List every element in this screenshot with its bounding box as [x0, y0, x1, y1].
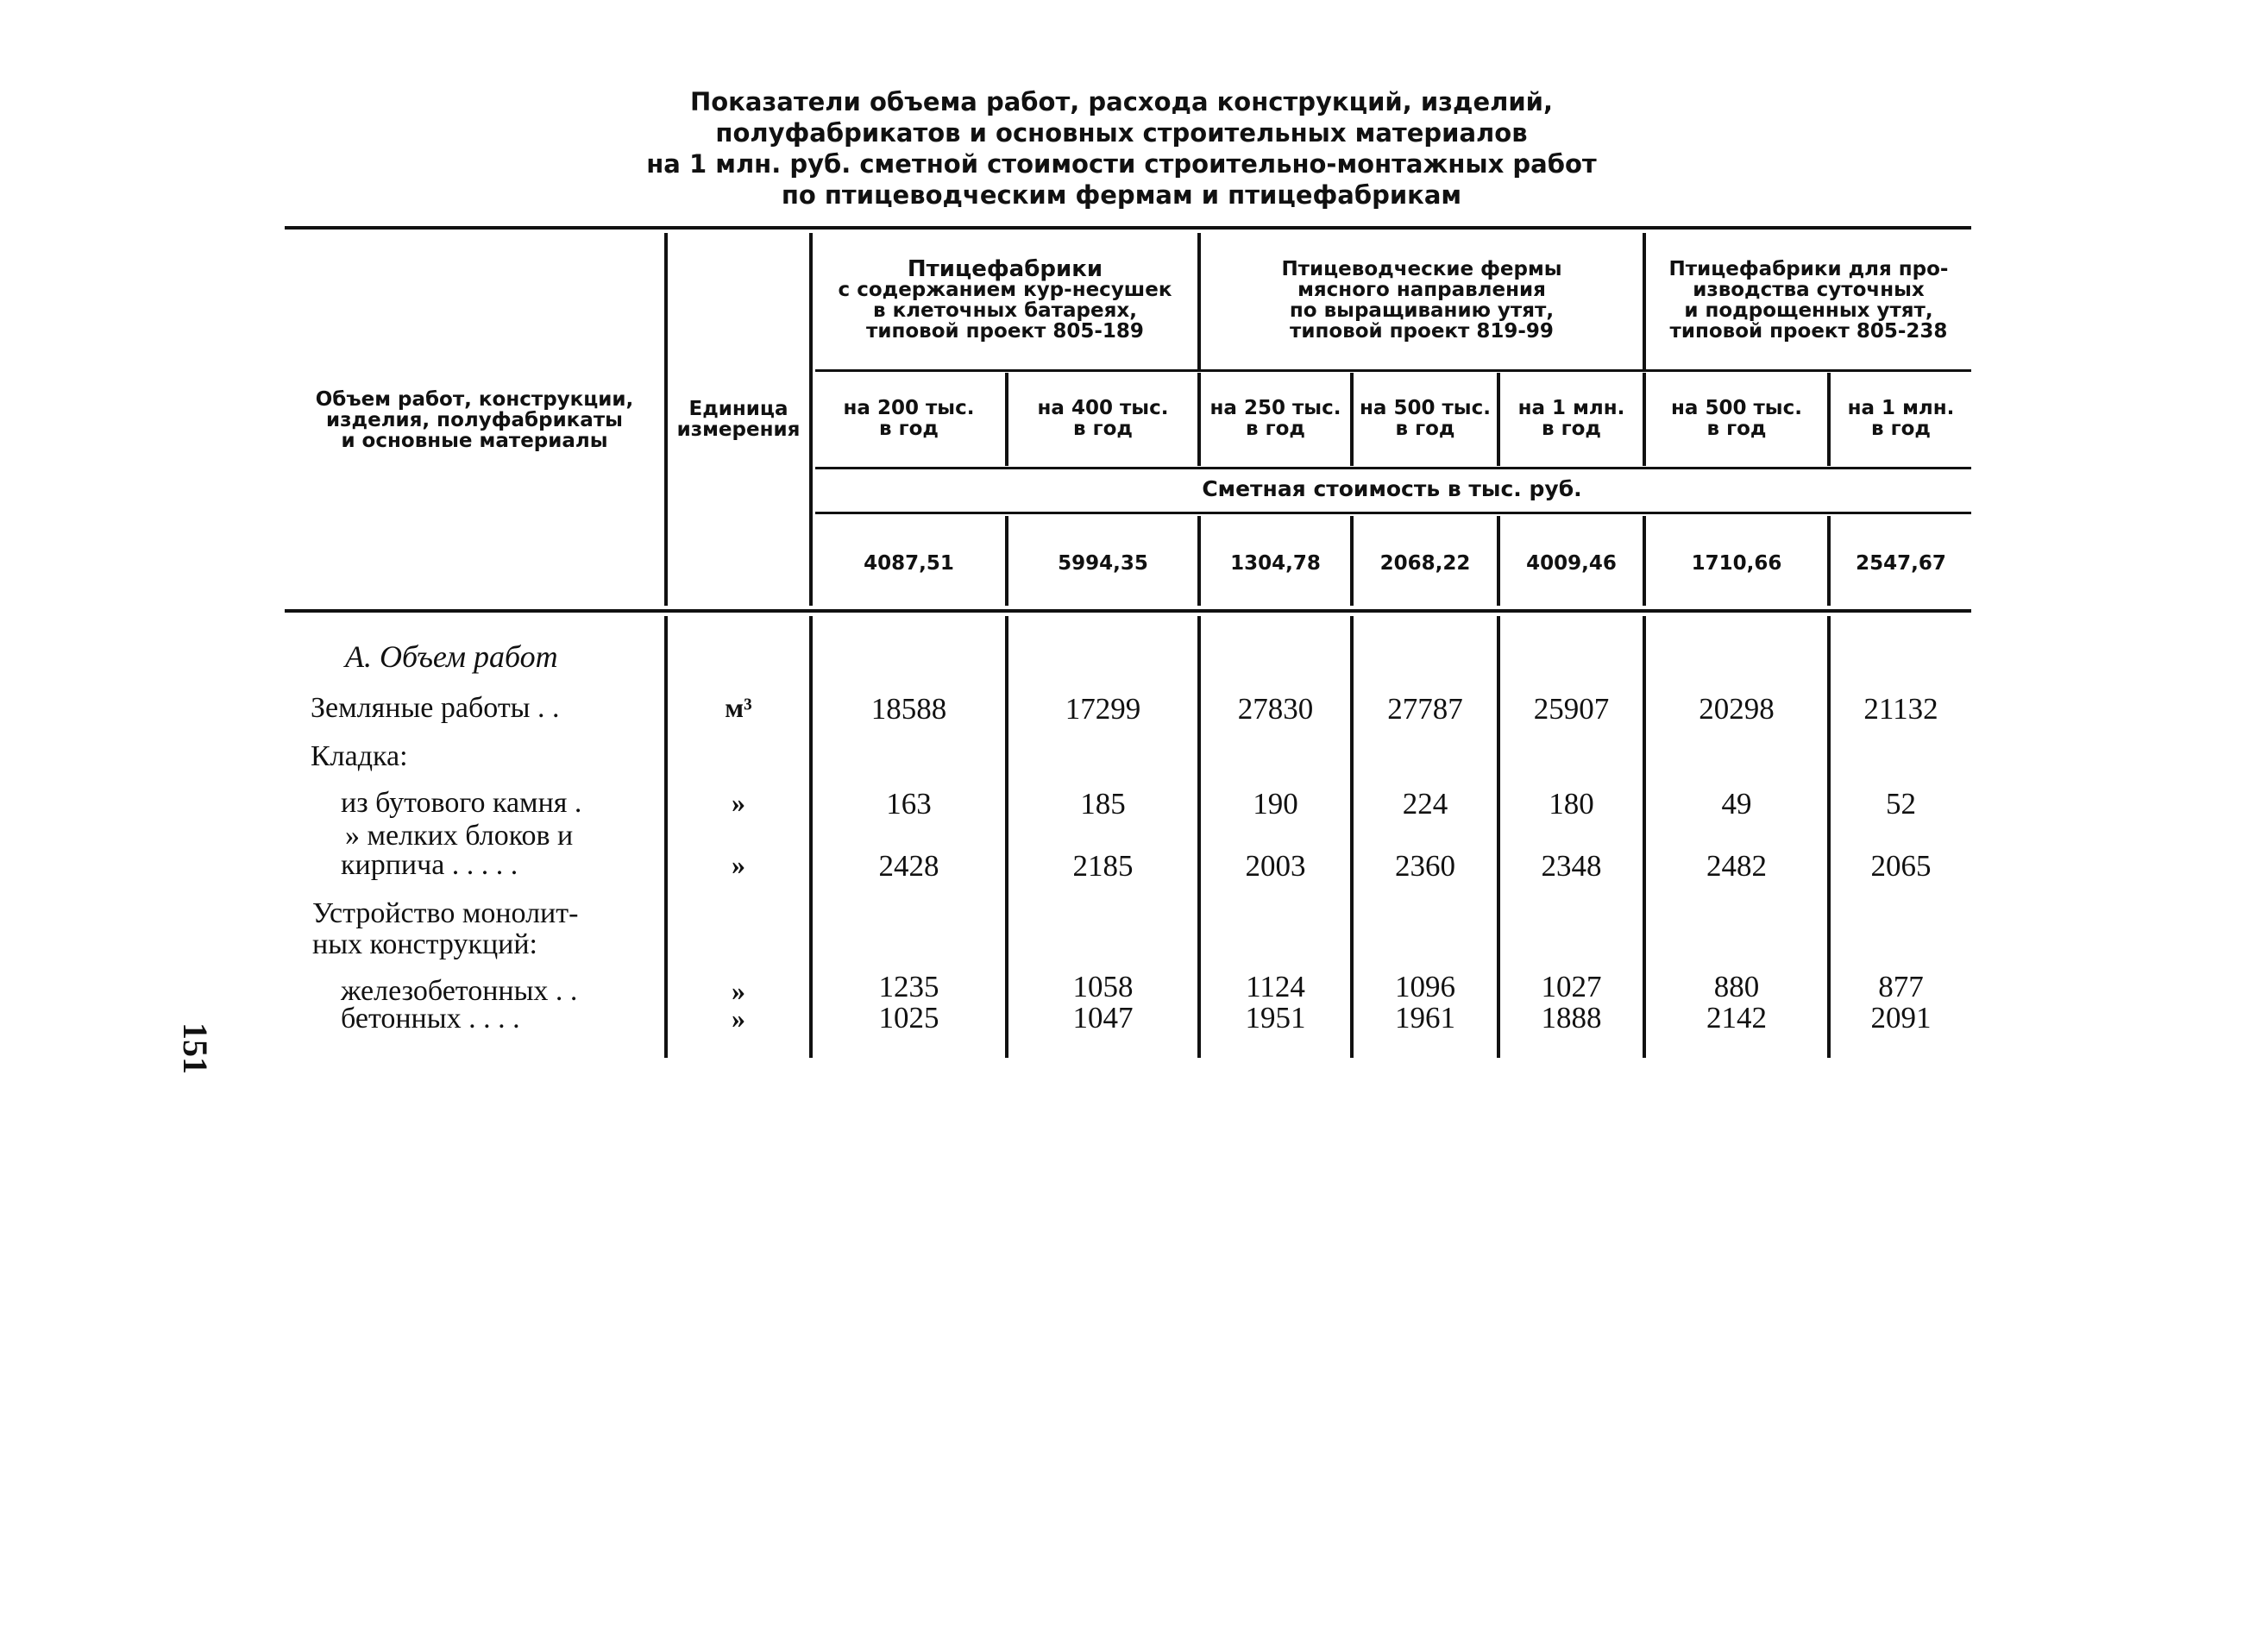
group-header-line: мясного направления: [1297, 279, 1546, 301]
value-cell: 880: [1713, 970, 1760, 1003]
cost-value: 1304,78: [1230, 552, 1321, 575]
value-cell: 2360: [1395, 849, 1455, 883]
row-label: » мелких блоков и: [345, 820, 574, 852]
value-cell: 1027: [1541, 970, 1602, 1003]
subcol-header: [1831, 398, 1971, 439]
row-header-line: Объем работ, конструкции,: [315, 388, 634, 411]
value-cell: 49: [1721, 787, 1752, 821]
cost-value: 1710,66: [1691, 552, 1782, 575]
group-header: [1201, 259, 1643, 342]
row-header-line: и основные материалы: [341, 430, 608, 452]
value-cell: 25907: [1533, 692, 1610, 726]
row-label: Кладка:: [311, 740, 408, 772]
subcol-header: [1201, 398, 1350, 439]
subcol-header-line: на 1 млн.: [1847, 397, 1955, 419]
cost-value: 5994,35: [1058, 552, 1148, 575]
subcol-header: [1500, 398, 1643, 439]
group-header-line: Птицефабрики для про-: [1668, 258, 1949, 280]
section-heading: А. Объем работ: [345, 639, 558, 674]
value-cell: 190: [1253, 787, 1298, 821]
value-cell: 27830: [1237, 692, 1314, 726]
value-cell: 1058: [1072, 970, 1134, 1003]
value-cell: 21132: [1863, 692, 1938, 726]
value-cell: 1961: [1395, 1001, 1455, 1035]
row-label: из бутового камня .: [341, 787, 582, 819]
unit-cell: »: [732, 787, 745, 818]
value-cell: 27787: [1387, 692, 1463, 726]
value-cell: 163: [886, 787, 932, 821]
unit-cell: »: [732, 975, 745, 1006]
cost-label: Сметная стоимость в тыс. руб.: [1202, 476, 1582, 501]
subcol-header-line: в год: [1073, 418, 1133, 440]
subcol-header: [1008, 398, 1197, 439]
value-cell: 1951: [1245, 1001, 1306, 1035]
unit-cell: м³: [725, 692, 752, 723]
subcol-header-line: в год: [1246, 418, 1305, 440]
subcol-header-line: на 250 тыс.: [1209, 397, 1341, 419]
table-top-rule: [285, 226, 1971, 230]
value-cell: 20298: [1699, 692, 1775, 726]
cost-label-rule: [815, 512, 1971, 514]
subcol-header: [813, 398, 1005, 439]
subcol-header-line: в год: [1542, 418, 1601, 440]
value-cell: 224: [1402, 787, 1448, 821]
value-cell: 1096: [1395, 970, 1455, 1003]
group-header-rule: [815, 369, 1971, 372]
cost-value: 2547,67: [1856, 552, 1946, 575]
title-line: на 1 млн. руб. сметной стоимости строительно-монтажных работ: [646, 149, 1597, 179]
value-cell: 1047: [1072, 1001, 1134, 1035]
unit-cell: »: [732, 849, 745, 880]
subcol-header-line: в год: [1395, 418, 1455, 440]
value-cell: 877: [1878, 970, 1924, 1003]
title-line: по птицеводческим фермам и птицефабрикам: [781, 180, 1462, 210]
value-cell: 1888: [1541, 1001, 1602, 1035]
unit-header: [668, 399, 809, 440]
subcol-header-line: на 200 тыс.: [843, 397, 975, 419]
page-number: 151: [176, 1022, 215, 1074]
value-cell: 18588: [870, 692, 947, 726]
row-label: кирпича . . . . .: [341, 849, 518, 881]
group-header-line: изводства суточных: [1693, 279, 1925, 301]
group-header-line: Птицеводческие фермы: [1281, 258, 1562, 280]
document-title: [604, 86, 1639, 211]
subcol-header-line: на 500 тыс.: [1360, 397, 1491, 419]
subcol-header-line: на 400 тыс.: [1037, 397, 1169, 419]
value-cell: 2065: [1870, 849, 1932, 883]
group-header-line: в клеточных батареях,: [873, 299, 1137, 322]
subcol-header: [1354, 398, 1497, 439]
value-cell: 17299: [1065, 692, 1141, 726]
subcol-header-line: в год: [879, 418, 939, 440]
group-header-line: по выращиванию утят,: [1289, 299, 1555, 322]
row-label: ных конструкций:: [312, 928, 537, 960]
value-cell: 1124: [1246, 970, 1305, 1003]
value-cell: 1235: [878, 970, 939, 1003]
value-cell: 52: [1886, 787, 1916, 821]
cost-value: 2068,22: [1379, 552, 1471, 575]
subcol-header-line: в год: [1706, 418, 1767, 440]
group-header-line: типовой проект 819-99: [1290, 320, 1554, 343]
subcol-header: [1646, 398, 1827, 439]
value-cell: 2428: [878, 849, 939, 883]
group-header-line: с содержанием кур-несушек: [838, 279, 1172, 301]
unit-header-line: измерения: [676, 418, 801, 441]
cost-value: 4087,51: [864, 552, 954, 575]
group-header-line: и подрощенных утят,: [1684, 299, 1933, 322]
unit-header-line: Единица: [688, 398, 788, 420]
subcol-header-rule: [815, 467, 1971, 469]
value-cell: 2185: [1072, 849, 1134, 883]
group-header-line: типовой проект 805-189: [866, 320, 1144, 343]
value-cell: 185: [1080, 787, 1126, 821]
header-bottom-rule: [285, 609, 1971, 613]
subcol-header-line: на 1 млн.: [1517, 397, 1625, 419]
row-label: Устройство монолит-: [312, 897, 579, 929]
value-cell: 2482: [1706, 849, 1767, 883]
cost-value: 4009,46: [1526, 552, 1617, 575]
row-label: бетонных . . . .: [341, 1003, 520, 1035]
group-header: [813, 256, 1197, 343]
row-header-line: изделия, полуфабрикаты: [326, 409, 623, 431]
group-header: [1646, 259, 1971, 342]
row-label: железобетонных . .: [341, 975, 578, 1007]
value-cell: 2003: [1245, 849, 1306, 883]
title-line: Показатели объема работ, расхода конструкций, изделий,: [689, 87, 1554, 116]
value-cell: 2091: [1870, 1001, 1932, 1035]
value-cell: 180: [1549, 787, 1594, 821]
row-header: [285, 389, 664, 451]
group-header-line: Птицефабрики: [907, 256, 1103, 282]
value-cell: 2348: [1541, 849, 1602, 883]
value-cell: 2142: [1706, 1001, 1767, 1035]
group-header-line: типовой проект 805-238: [1669, 320, 1948, 343]
subcol-header-line: на 500 тыс.: [1671, 397, 1802, 419]
value-cell: 1025: [878, 1001, 939, 1035]
row-label: Земляные работы . .: [311, 692, 560, 724]
unit-cell: »: [732, 1003, 745, 1034]
subcol-header-line: в год: [1871, 418, 1931, 440]
title-line: полуфабрикатов и основных строительных материалов: [715, 118, 1528, 148]
